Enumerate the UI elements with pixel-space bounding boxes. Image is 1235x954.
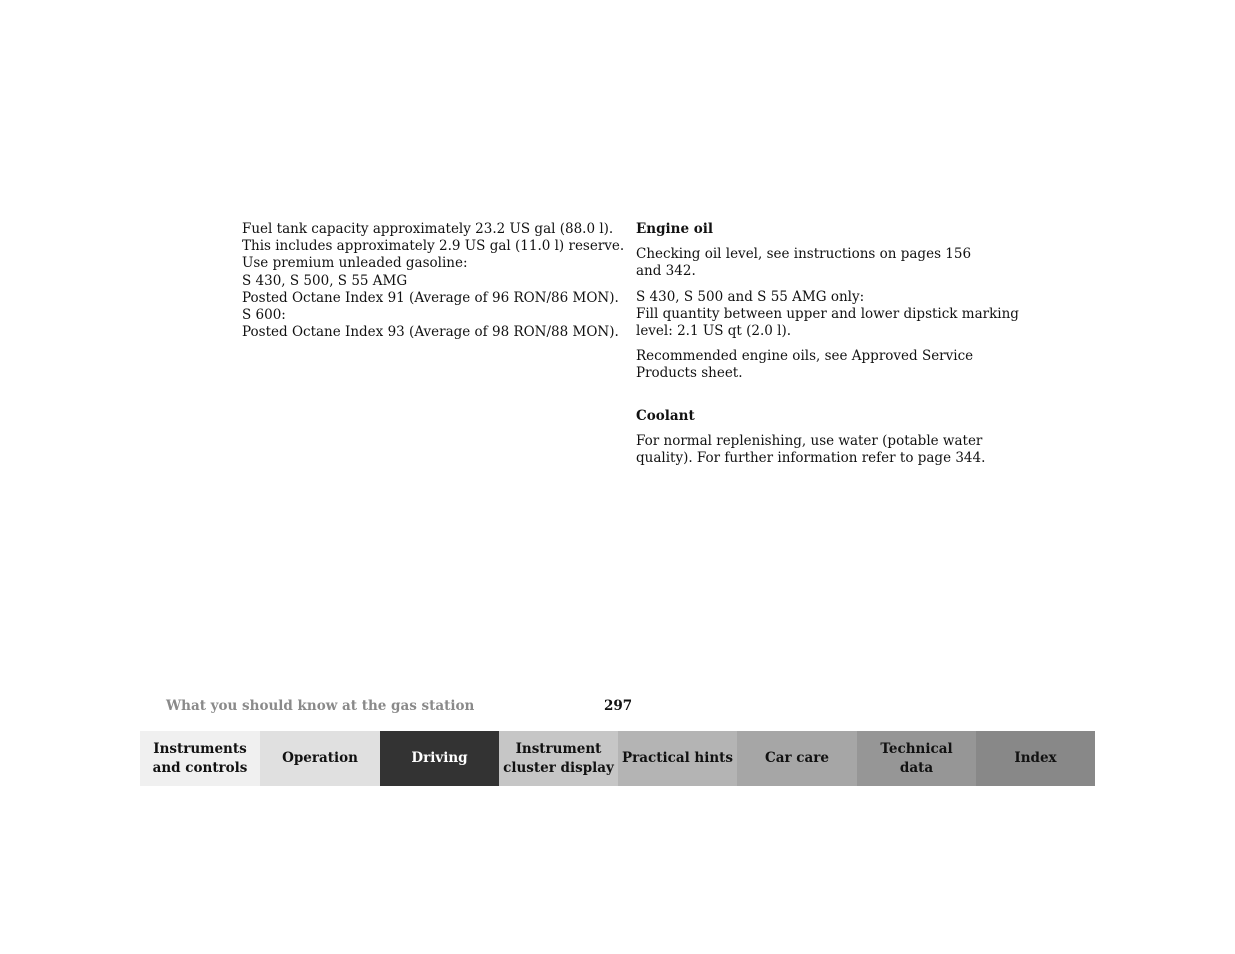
text-line: Products sheet. (636, 365, 743, 382)
text-line: level: 2.1 US qt (2.0 l). (636, 323, 792, 340)
coolant-paragraph-1 (636, 433, 1006, 467)
engine-oil-paragraph-1 (636, 246, 1006, 280)
octane-line-2: Posted Octane Index 93 (Average of 98 RON/88 MON). (242, 324, 619, 341)
tab-driving[interactable] (380, 731, 499, 786)
fuel-reserve-line: This includes approximately 2.9 US gal (11.0 l) reserve. (242, 238, 625, 255)
section-title: What you should know at the gas station (166, 698, 475, 714)
tab-label: Car care (765, 750, 829, 766)
chapter-tab-bar (140, 731, 1095, 786)
text-line: and 342. (636, 263, 696, 280)
engine-oil-paragraph-2 (636, 288, 1019, 341)
tab-technical-data[interactable] (857, 731, 976, 786)
tab-label: Index (1014, 750, 1057, 766)
tab-label: Instruments and controls (152, 740, 248, 776)
tab-instruments-and-controls[interactable] (140, 731, 260, 786)
section-spacer (636, 391, 1006, 408)
models-line-2: S 600: (242, 307, 286, 324)
tab-label: Technical data (880, 740, 953, 776)
left-column (242, 221, 625, 341)
text-line: Fill quantity between upper and lower dipstick marking (636, 305, 1019, 322)
coolant-heading-block (636, 408, 1006, 425)
fuel-capacity-line: Fuel tank capacity approximately 23.2 US gal (88.0 l). (242, 221, 614, 237)
text-line: Checking oil level, see instructions on pages 156 (636, 246, 972, 263)
text-line: Recommended engine oils, see Approved Service (636, 348, 974, 365)
octane-line-1: Posted Octane Index 91 (Average of 96 RON/86 MON). (242, 289, 619, 306)
text-line: quality). For further information refer to page 344. (636, 450, 986, 467)
engine-oil-heading-block (636, 221, 1006, 238)
engine-oil-heading: Engine oil (636, 221, 714, 237)
coolant-heading: Coolant (636, 407, 695, 424)
tab-instrument-cluster-display[interactable] (499, 731, 618, 786)
text-line: For normal replenishing, use water (potable water (636, 432, 983, 449)
tab-practical-hints[interactable] (618, 731, 737, 786)
engine-oil-paragraph-3 (636, 348, 1006, 382)
tab-car-care[interactable] (737, 731, 857, 786)
tab-index[interactable] (976, 731, 1095, 786)
tab-operation[interactable] (260, 731, 380, 786)
right-column (636, 221, 1019, 475)
models-line-1: S 430, S 500, S 55 AMG (242, 272, 408, 289)
tab-label: Instrument cluster display (503, 740, 614, 776)
tab-label: Driving (411, 750, 468, 766)
text-line: S 430, S 500 and S 55 AMG only: (636, 288, 865, 305)
tab-label: Practical hints (622, 750, 733, 766)
page-number: 297 (604, 698, 633, 714)
tab-label: Operation (282, 750, 358, 766)
fuel-type-line: Use premium unleaded gasoline: (242, 255, 468, 272)
